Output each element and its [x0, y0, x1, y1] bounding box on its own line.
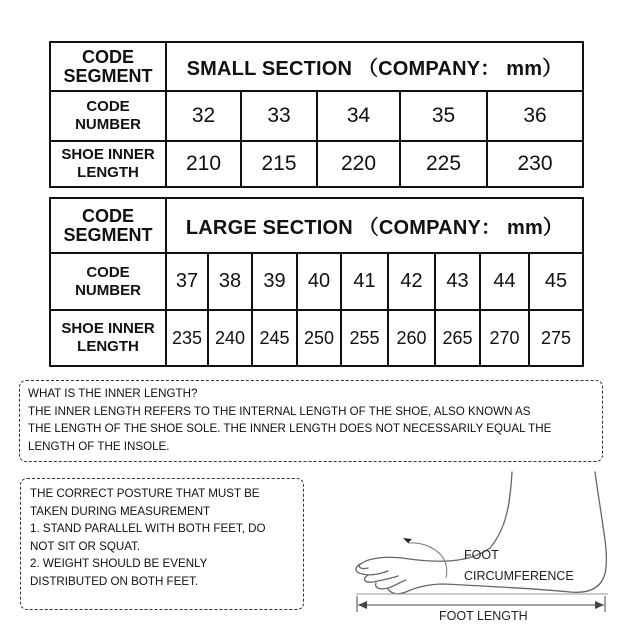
code-segment-header: CODE SEGMENT — [50, 42, 166, 91]
inner-length-cell: 265 — [435, 310, 480, 366]
note-line: DISTRIBUTED ON BOTH FEET. — [30, 574, 199, 588]
note-question: WHAT IS THE INNER LENGTH? — [28, 387, 198, 400]
large-section-table — [49, 197, 584, 367]
code-number-cell: 41 — [341, 253, 388, 310]
length-arrow-right — [595, 601, 604, 609]
circumference-arrow — [403, 538, 412, 543]
code-number-cell: 33 — [241, 91, 317, 141]
code-number-cell: 32 — [166, 91, 241, 141]
note-line: THE INNER LENGTH REFERS TO THE INTERNAL LENGTH OF THE SHOE, ALSO KNOWN AS — [28, 404, 531, 418]
code-number-cell: 37 — [166, 253, 208, 310]
inner-length-cell: 220 — [317, 141, 400, 187]
foot-circumference-label-1: FOOT — [464, 548, 499, 562]
inner-length-cell: 225 — [400, 141, 487, 187]
code-segment-header: CODE SEGMENT — [50, 198, 166, 253]
code-number-cell: 36 — [487, 91, 583, 141]
inner-length-cell: 230 — [487, 141, 583, 187]
shoe-inner-length-label: SHOE INNER LENGTH — [50, 141, 166, 187]
code-number-cell: 34 — [317, 91, 400, 141]
note-line: THE LENGTH OF THE SHOE SOLE. THE INNER LENGTH DOES NOT NECESSARILY EQUAL THE — [28, 422, 552, 435]
note-line: TAKEN DURING MEASUREMENT — [30, 504, 211, 518]
code-number-cell: 35 — [400, 91, 487, 141]
note-line: THE CORRECT POSTURE THAT MUST BE — [30, 487, 260, 500]
note-line: 2. WEIGHT SHOULD BE EVENLY — [30, 557, 208, 570]
length-arrow-left — [358, 601, 367, 609]
code-number-cell: 39 — [252, 253, 297, 310]
code-number-cell: 40 — [297, 253, 341, 310]
note-line: LENGTH OF THE INSOLE. — [28, 439, 170, 453]
small-section-title: SMALL SECTION （COMPANY： mm） — [166, 42, 583, 91]
small-section-table — [49, 41, 584, 188]
code-number-cell: 43 — [435, 253, 480, 310]
inner-length-cell: 240 — [208, 310, 252, 366]
large-section-title: LARGE SECTION （COMPANY： mm） — [166, 198, 583, 253]
inner-length-cell: 210 — [166, 141, 241, 187]
code-number-label: CODE NUMBER — [50, 253, 166, 310]
code-number-cell: 42 — [388, 253, 435, 310]
inner-length-cell: 275 — [529, 310, 583, 366]
inner-length-cell: 235 — [166, 310, 208, 366]
foot-measurement-diagram — [340, 468, 620, 627]
code-number-cell: 38 — [208, 253, 252, 310]
note-line: 1. STAND PARALLEL WITH BOTH FEET, DO — [30, 522, 266, 535]
foot-length-label: FOOT LENGTH — [439, 609, 528, 623]
measurement-posture-note — [20, 478, 304, 610]
code-number-label: CODE NUMBER — [50, 91, 166, 141]
code-number-cell: 45 — [529, 253, 583, 310]
foot-circumference-label-2: CIRCUMFERENCE — [464, 569, 574, 583]
inner-length-note — [19, 380, 603, 462]
shoe-inner-length-label: SHOE INNER LENGTH — [50, 310, 166, 366]
inner-length-cell: 255 — [341, 310, 388, 366]
code-number-cell: 44 — [480, 253, 529, 310]
inner-length-cell: 270 — [480, 310, 529, 366]
inner-length-cell: 245 — [252, 310, 297, 366]
inner-length-cell: 250 — [297, 310, 341, 366]
inner-length-cell: 215 — [241, 141, 317, 187]
note-line: NOT SIT OR SQUAT. — [30, 539, 141, 553]
inner-length-cell: 260 — [388, 310, 435, 366]
